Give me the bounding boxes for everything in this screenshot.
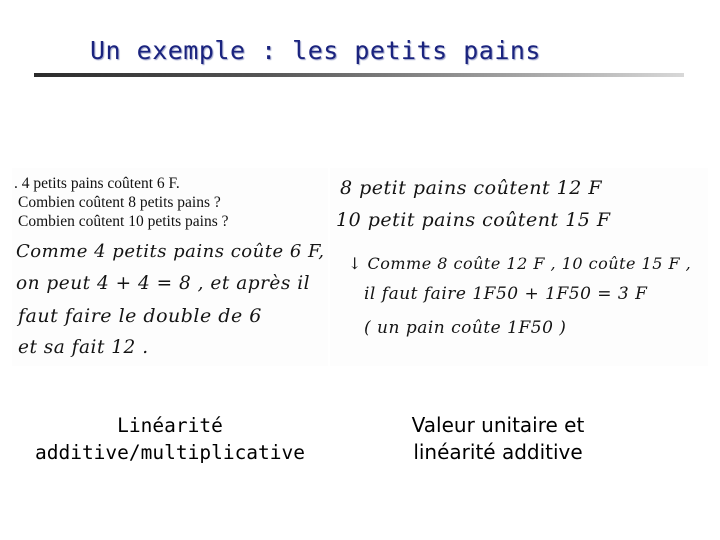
title-underline — [34, 73, 684, 77]
handwritten-line-3: faut faire le double de 6 — [18, 305, 262, 327]
caption-right-line-1: Valeur unitaire et — [411, 413, 585, 437]
caption-left-line-2: additive/multiplicative — [34, 441, 306, 464]
handwritten-right-line-1: 8 petit pains coûtent 12 F — [340, 177, 603, 199]
caption-right — [378, 412, 618, 466]
handwritten-right-line-5: ( un pain coûte 1F50 ) — [364, 318, 567, 338]
handwritten-line-2: on peut 4 + 4 = 8 , et après il — [16, 273, 311, 294]
handwritten-right-line-3: ↓ Comme 8 coûte 12 F , 10 coûte 15 F , — [348, 254, 692, 273]
problem-line-1: . 4 petits pains coûtent 6 F. — [14, 175, 180, 192]
student-work-right — [330, 168, 708, 366]
caption-left — [20, 412, 320, 466]
slide-title: Un exemple : les petits pains — [90, 36, 541, 65]
handwritten-line-4: et sa fait 12 . — [18, 337, 149, 358]
handwritten-right-line-4: il faut faire 1F50 + 1F50 = 3 F — [364, 284, 648, 304]
problem-line-2: Combien coûtent 8 petits pains ? — [18, 194, 221, 211]
handwritten-right-line-2: 10 petit pains coûtent 15 F — [336, 209, 611, 231]
caption-left-line-1: Linéarité — [117, 414, 223, 437]
student-work-left — [12, 168, 328, 366]
problem-line-3: Combien coûtent 10 petits pains ? — [18, 213, 229, 230]
handwritten-line-1: Comme 4 petits pains coûte 6 F, — [16, 241, 325, 262]
caption-right-line-2: linéarité additive — [413, 440, 583, 464]
